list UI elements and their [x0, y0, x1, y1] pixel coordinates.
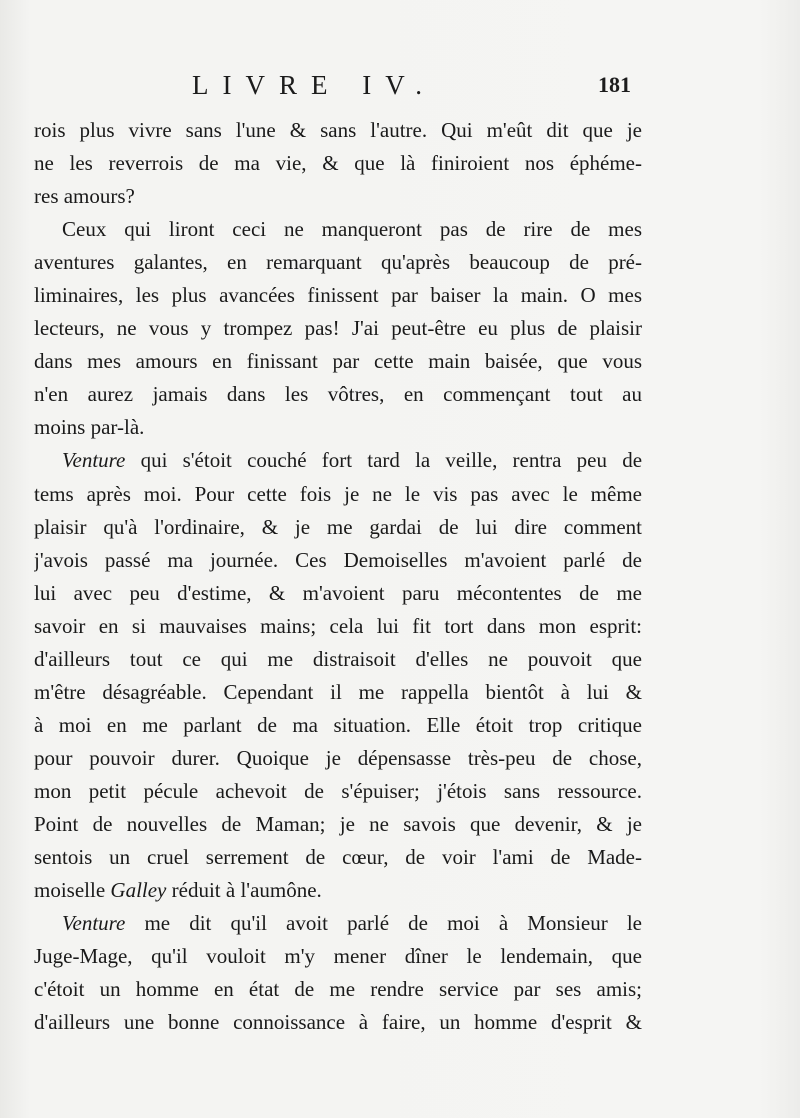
text-line: pour pouvoir durer. Quoique je dépensasse très-peu de chose, — [34, 745, 642, 770]
text-line: aventures galantes, en remarquant qu'après beaucoup de pré- — [34, 250, 642, 275]
text-line: sentois un cruel serrement de cœur, de voir l'ami de Made- — [34, 845, 642, 870]
line-remainder: qui s'étoit couché fort tard la veille, rentra peu de — [140, 448, 642, 473]
page-header — [30, 66, 770, 106]
text-line: m'être désagréable. Cependant il me rappella bientôt à lui & — [34, 679, 642, 704]
text-line — [34, 874, 642, 907]
text-line: tems après moi. Pour cette fois je ne le vis pas avec le même — [34, 481, 642, 506]
text-line: n'en aurez jamais dans les vôtres, en commençant tout au — [34, 382, 642, 407]
text-line: lecteurs, ne vous y trompez pas! J'ai peut-être eu plus de plaisir — [34, 316, 642, 341]
text-line: à moi en me parlant de ma situation. Elle étoit trop critique — [34, 712, 642, 737]
character-name: Venture — [62, 911, 126, 936]
paragraph-start-line — [34, 444, 642, 477]
text-line: dans mes amours en finissant par cette main baisée, que vous — [34, 349, 642, 374]
text-line: d'ailleurs tout ce qui me distraisoit d'elles ne pouvoit que — [34, 646, 642, 671]
text-line: c'étoit un homme en état de me rendre service par ses amis; — [34, 977, 642, 1002]
text-line: mon petit pécule achevoit de s'épuiser; j'étois sans ressource. — [34, 778, 642, 803]
text-line: j'avois passé ma journée. Ces Demoiselles m'avoient parlé de — [34, 547, 642, 572]
paragraph-start-line: Ceux qui liront ceci ne manqueront pas de rire de mes — [62, 217, 642, 242]
text-line: Juge-Mage, qu'il vouloit m'y mener dîner le lendemain, que — [34, 944, 642, 969]
text-line: moins par-là. — [34, 415, 145, 440]
text-line: plaisir qu'à l'ordinaire, & je me gardai de lui dire comment — [34, 514, 642, 539]
paragraph-start-line — [34, 907, 642, 940]
text-line: lui avec peu d'estime, & m'avoient paru mécontentes de me — [34, 580, 642, 605]
text-line: ne les reverrois de ma vie, & que là finiroient nos éphéme- — [34, 151, 642, 176]
line-remainder: me dit qu'il avoit parlé de moi à Monsieur le — [144, 911, 642, 936]
text-line: res amours? — [34, 184, 135, 209]
text-line: liminaires, les plus avancées finissent par baiser la main. O mes — [34, 283, 642, 308]
line-remainder: réduit à l'aumône. — [171, 878, 322, 903]
running-title: LIVRE IV. — [192, 70, 436, 100]
text-line: d'ailleurs une bonne connoissance à faire, un homme d'esprit & — [34, 1010, 642, 1035]
text-line: savoir en si mauvaises mains; cela lui fit tort dans mon esprit: — [34, 613, 642, 638]
line-start: moiselle — [34, 878, 106, 903]
character-name: Venture — [62, 448, 126, 473]
body-text — [34, 114, 642, 1039]
page-number: 181 — [598, 72, 631, 97]
text-line: rois plus vivre sans l'une & sans l'autre. Qui m'eût dit que je — [34, 118, 642, 142]
text-line: Point de nouvelles de Maman; je ne savois que devenir, & je — [34, 811, 642, 836]
character-name: Galley — [110, 878, 167, 903]
